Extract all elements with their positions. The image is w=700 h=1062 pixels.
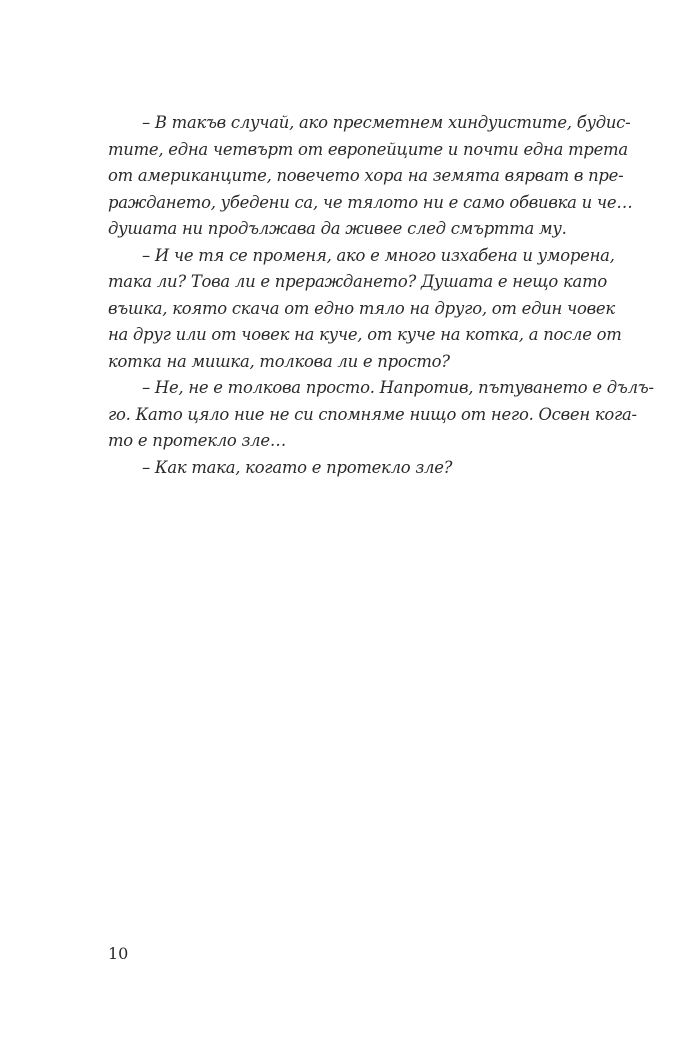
- text-line: на друг или от човек на куче, от куче на котка, а после от: [108, 325, 622, 344]
- page-number: 10: [108, 944, 129, 963]
- text-line: раждането, убедени са, че тялото ни е само обвивка и че…: [108, 192, 633, 212]
- text-line: то е протекло зле…: [108, 431, 286, 450]
- text-line: душата ни продължава да живее след смъртта му.: [108, 219, 567, 238]
- body-text: [108, 110, 654, 481]
- text-line: въшка, която скача от едно тяло на друго, от един човек: [108, 298, 615, 318]
- text-line: – В такъв случай, ако пресметнем хиндуистите, будис-: [142, 113, 631, 132]
- text-line: – Как така, когато е протекло зле?: [142, 457, 453, 477]
- text-line: котка на мишка, толкова ли е просто?: [108, 351, 450, 371]
- text-line: така ли? Това ли е прераждането? Душата е нещо като: [108, 272, 607, 291]
- text-line: – Не, не е толкова просто. Напротив, пътуването е дълъ-: [142, 378, 654, 397]
- text-line: от американците, повечето хора на земята вярват в пре-: [108, 166, 624, 185]
- text-line: го. Като цяло ние не си спомняме нищо от него. Освен кога-: [108, 404, 637, 424]
- text-line: тите, една четвърт от европейците и почти една трета: [108, 139, 628, 159]
- text-line: – И че тя се променя, ако е много изхабена и уморена,: [142, 245, 615, 265]
